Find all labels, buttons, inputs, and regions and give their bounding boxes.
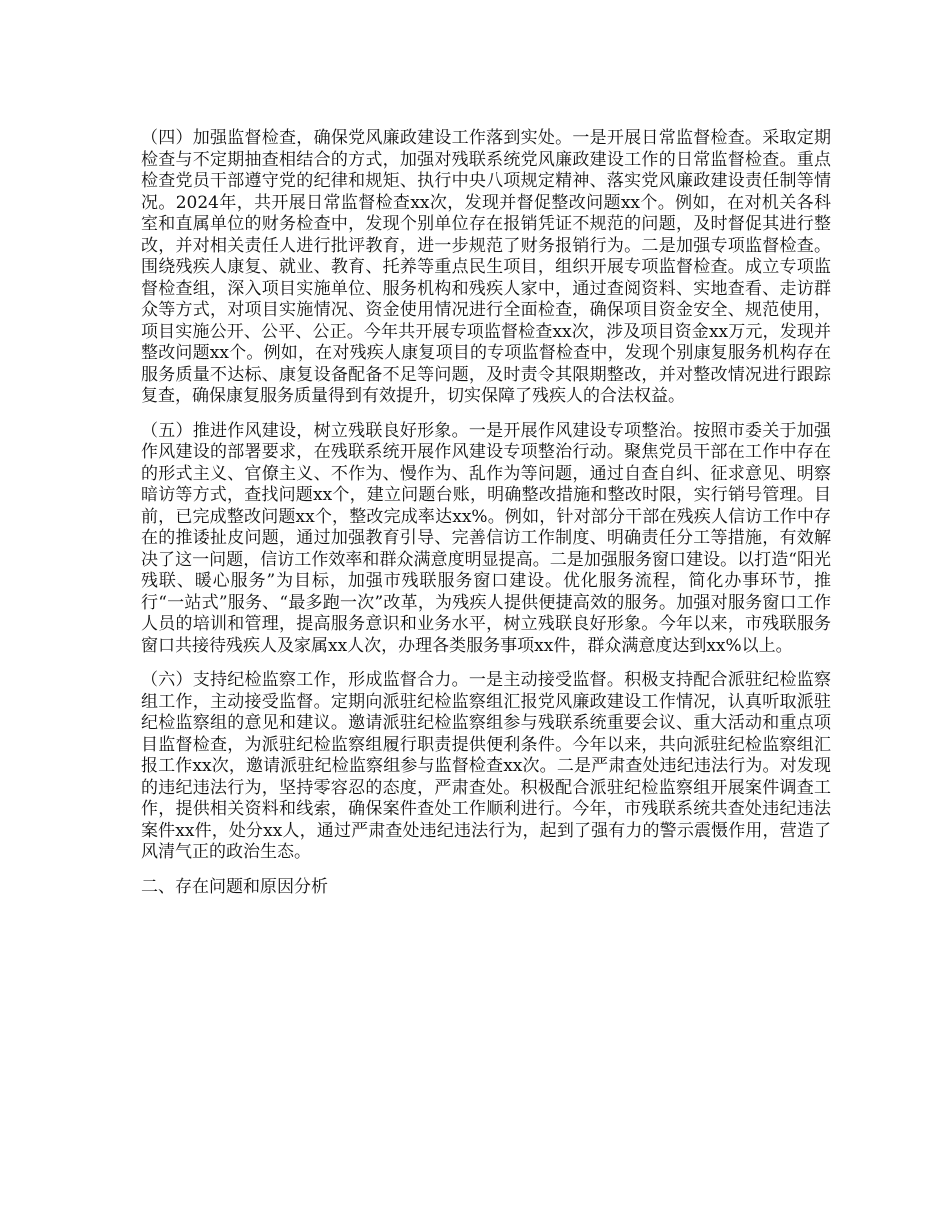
section-heading: 二、存在问题和原因分析: [141, 876, 328, 897]
document-body: [141, 128, 831, 898]
paragraph-supervision-inspection: （四）加强监督检查，确保党风廉政建设工作落到实处。一是开展日常监督检查。采取定期检查与不定期抽查相结合的方式，加强对残联系统党风廉政建设工作的日常监督检查。重点检查党员干部遵守党的纪律和规矩、执行中央八项规定精神、落实党风廉政建设责任制等情况。2024年，共开展日常监督检查xx次，发现并督促整改问题xx个。例如，在对机关各科室和直属单位的财务检查中，发现个别单位存在报销凭证不规范的问题，及时督促其进行整改，并对相关责任人进行批评教育，进一步规范了财务报销行为。二是加强专项监督检查。围绕残疾人康复、就业、教育、托养等重点民生项目，组织开展专项监督检查。成立专项监督检查组，深入项目实施单位、服务机构和残疾人家中，通过查阅资料、实地查看、走访群众等方式，对项目实施情况、资金使用情况进行全面检查，确保项目资金安全、规范使用，项目实施公开、公平、公正。今年共开展专项监督检查xx次，涉及项目资金xx万元，发现并整改问题xx个。例如，在对残疾人康复项目的专项监督检查中，发现个别康复服务机构存在服务质量不达标、康复设备配备不足等问题，及时责令其限期整改，并对整改情况进行跟踪复查，确保康复服务质量得到有效提升，切实保障了残疾人的合法权益。: [141, 128, 831, 406]
paragraph-work-style: （五）推进作风建设，树立残联良好形象。一是开展作风建设专项整治。按照市委关于加强作风建设的部署要求，在残联系统开展作风建设专项整治行动。聚焦党员干部在工作中存在的形式主义、官僚主义、不作为、慢作为、乱作为等问题，通过自查自纠、征求意见、明察暗访等方式，查找问题xx个，建立问题台账，明确整改措施和整改时限，实行销号管理。目前，已完成整改问题xx个，整改完成率达xx%。例如，针对部分干部在残疾人信访工作中存在的推诿扯皮问题，通过加强教育引导、完善信访工作制度、明确责任分工等措施，有效解决了这一问题，信访工作效率和群众满意度明显提高。二是加强服务窗口建设。以打造“阳光残联、暖心服务”为目标，加强市残联服务窗口建设。优化服务流程，简化办事环节，推行“一站式”服务、“最多跑一次”改革，为残疾人提供便捷高效的服务。加强对服务窗口工作人员的培训和管理，提高服务意识和业务水平，树立残联良好形象。今年以来，市残联服务窗口共接待残疾人及家属xx人次，办理各类服务事项xx件，群众满意度达到xx%以上。: [141, 420, 831, 656]
paragraph-discipline-inspection: （六）支持纪检监察工作，形成监督合力。一是主动接受监督。积极支持配合派驻纪检监察组工作，主动接受监督。定期向派驻纪检监察组汇报党风廉政建设工作情况，认真听取派驻纪检监察组的意见和建议。邀请派驻纪检监察组参与残联系统重要会议、重大活动和重点项目监督检查，为派驻纪检监察组履行职责提供便利条件。今年以来，共向派驻纪检监察组汇报工作xx次，邀请派驻纪检监察组参与监督检查xx次。二是严肃查处违纪违法行为。对发现的违纪违法行为，坚持零容忍的态度，严肃查处。积极配合派驻纪检监察组开展案件调查工作，提供相关资料和线索，确保案件查处工作顺利进行。今年，市残联系统共查处违纪违法案件xx件，处分xx人，通过严肃查处违纪违法行为，起到了强有力的警示震慑作用，营造了风清气正的政治生态。: [141, 670, 831, 862]
